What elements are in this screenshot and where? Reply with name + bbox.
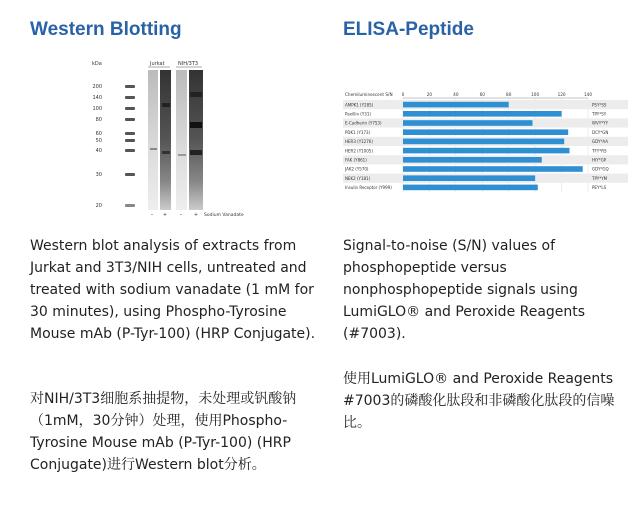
lane-group-label: Jurkat: [150, 61, 165, 67]
sequence-label: PSY*SS: [592, 102, 607, 108]
x-tick-label: 60: [479, 92, 485, 97]
x-tick-label: 120: [557, 92, 566, 97]
marker-label: 40: [95, 148, 102, 154]
bar: [403, 120, 533, 126]
bar: [403, 139, 564, 145]
category-label: HER3 (Y1276): [345, 139, 373, 145]
marker-label: 200: [92, 84, 102, 90]
x-axis-label: Chemiluminescent S/N: [345, 92, 393, 97]
x-tick-label: 20: [426, 92, 433, 97]
marker-label: 20: [95, 203, 102, 209]
category-label: Insulin Receptor (Y999): [345, 185, 392, 191]
treatment-sign: +: [162, 212, 168, 218]
category-label: AMPK1 (Y285): [345, 102, 374, 108]
sequence-label: HIY*GP: [592, 157, 607, 163]
x-tick-label: 80: [506, 92, 512, 97]
treatment-label: Sodium Vanadate: [204, 213, 244, 218]
marker-ladder: [125, 85, 135, 207]
bar: [403, 166, 583, 172]
bar: [403, 148, 570, 154]
bar: [403, 157, 542, 163]
bar: [403, 111, 562, 117]
x-tick-label: 100: [531, 92, 540, 97]
x-tick-label: 0: [401, 92, 405, 97]
marker-label: 140: [92, 95, 102, 101]
marker-label: 80: [95, 117, 102, 123]
western-blot-heading: Western Blotting: [30, 19, 182, 40]
elisa-description-zh: 使用LumiGLO® and Peroxide Reagents #7003的磷酸化肽段和非磷酸化肽段的信噪比。: [343, 371, 615, 431]
lane-group-label: NIH/3T3: [178, 61, 199, 67]
kda-label: kDa: [92, 61, 102, 67]
bar: [403, 102, 509, 108]
elisa-description-en: Signal-to-noise (S/N) values of phosphopeptide versus nonphosphopeptide signals using LumiGLO® and Peroxide Reagents (#7003).: [343, 238, 586, 342]
category-label: FAK (Y861): [345, 157, 367, 163]
elisa-bar-chart: [343, 90, 628, 195]
marker-label: 60: [95, 131, 102, 137]
sequence-label: TFY*RS: [592, 148, 607, 154]
treatment-signs: [151, 212, 198, 218]
marker-label: 30: [95, 172, 102, 178]
treatment-sign: +: [193, 212, 199, 218]
marker-labels: [92, 84, 102, 209]
category-label: HER2 (Y1005): [345, 148, 373, 154]
category-label: Paxillin (Y31): [345, 111, 371, 117]
sequence-label: DCY*GN: [592, 129, 609, 135]
sequence-label: GDY*GQ: [592, 166, 609, 172]
bar: [403, 185, 538, 191]
category-label: PDK1 (Y373): [345, 129, 371, 135]
western-blot-description-zh: 对NIH/3T3细胞系抽提物，未处理或钒酸钠（1mM，30分钟）处理，使用Phospho-Tyrosine Mouse mAb (P-Tyr-100) (HRP Conjugate)进行Western blot分析。: [30, 391, 297, 473]
sequence-label: TPY*SY: [592, 111, 607, 117]
western-blot-image: [90, 58, 250, 222]
bar: [403, 175, 535, 181]
marker-label: 50: [95, 138, 102, 144]
sequence-label: GDY*AA: [592, 139, 608, 145]
sequence-label: TPY*YM: [592, 175, 608, 181]
marker-label: 100: [92, 106, 102, 112]
sequence-label: PEY*LS: [592, 185, 607, 191]
category-label: E-Cadherin (Y753): [345, 120, 382, 126]
sequence-label: WVY*YY: [592, 120, 609, 126]
treatment-sign: –: [179, 212, 183, 218]
western-blot-description-en: Western blot analysis of extracts from Jurkat and 3T3/NIH cells, untreated and treated with sodium vanadate (1 mM for 30 minutes), using Phospho-Tyrosine Mouse mAb (P-Tyr-100) (HRP Conjugate).: [30, 238, 316, 342]
treatment-sign: –: [150, 212, 154, 218]
x-tick-label: 140: [584, 92, 592, 97]
x-tick-label: 40: [453, 92, 459, 97]
elisa-heading: ELISA-Peptide: [343, 19, 474, 40]
blot-lanes: [148, 70, 203, 210]
bar: [403, 129, 568, 135]
category-label: JAK2 (Y570): [345, 166, 369, 172]
category-label: NEK2 (Y181): [345, 175, 371, 181]
